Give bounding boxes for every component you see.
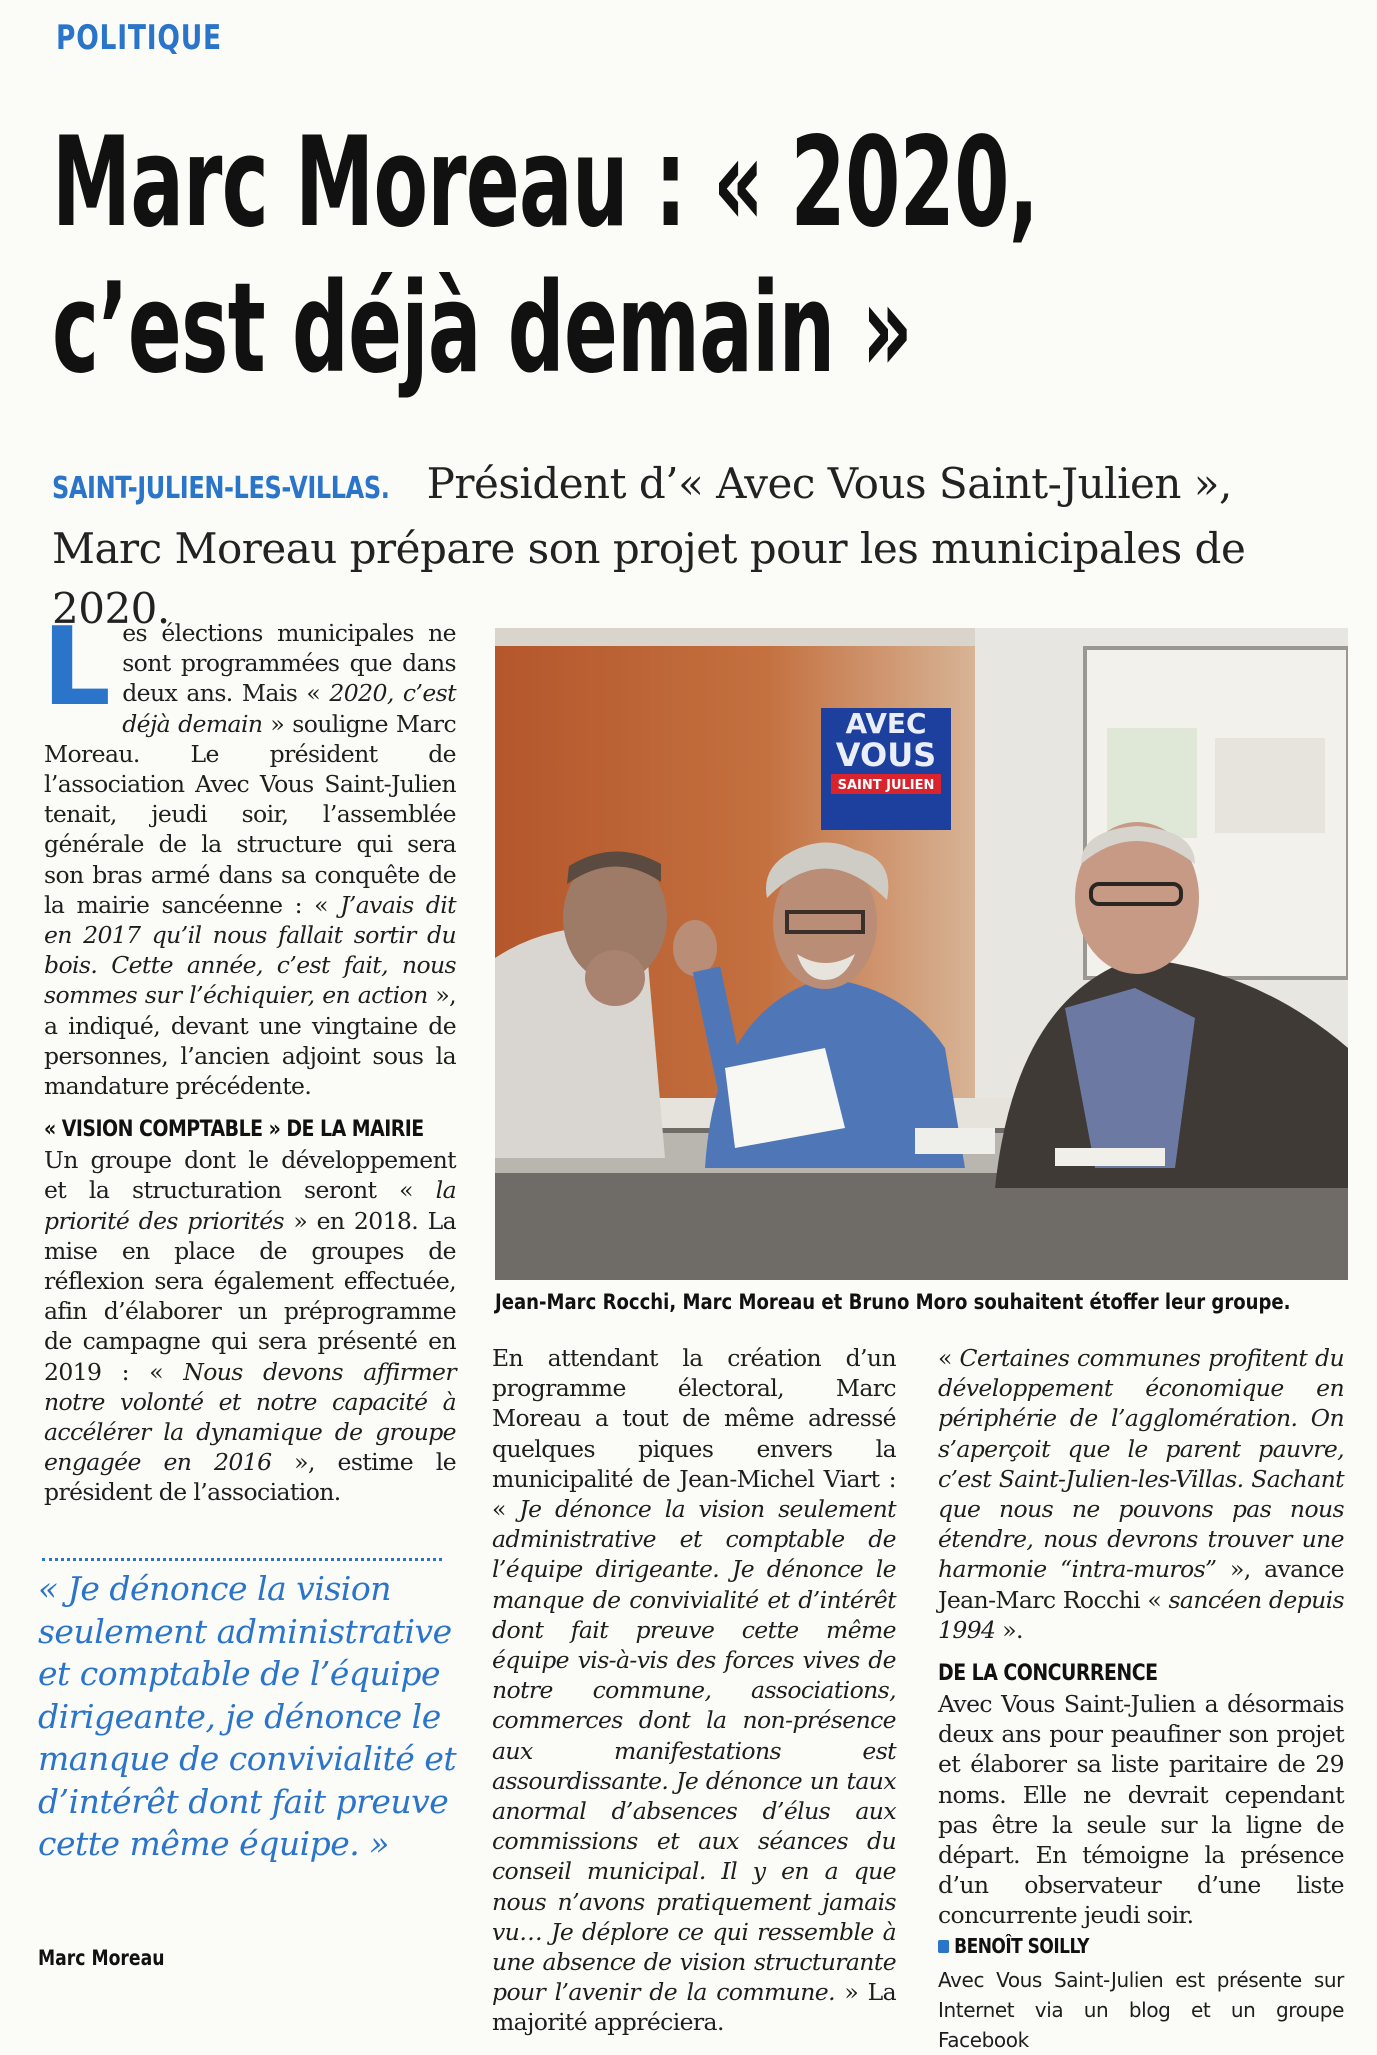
text-run: En attendant la création d’un programme électoral, Marc Moreau a tout de même adressé quelques piques envers la municipalité de Jean-Michel Viart : « [492, 1344, 896, 1524]
text-run: es élections municipales ne sont programmées que dans deux ans. Mais « [122, 619, 456, 708]
quote-run: 2020, c’est déjà demain [122, 679, 456, 738]
intro-paragraph [42, 605, 457, 1101]
text-run: », avance Jean-Marc Rocchi « [938, 1555, 1344, 1614]
text-run: » souligne Marc Moreau. Le président de l’association Avec Vous Saint-Julien tenait, jeudi soir, l’assemblée générale de la structure qui sera son bras armé dans sa conquête de la mairie sancéenne : « [44, 709, 457, 919]
byline-name: BENOÎT SOILLY [954, 1933, 1089, 1958]
text-run: », estime le président de l’association. [44, 1448, 457, 1507]
article-photo [495, 628, 1348, 1280]
pullquote: « Je dénonce la vision seulement administrative et comptable de l’équipe dirigeante, je dénonce le manque de convivialité et d’intérêt dont fait preuve cette même équipe. » [38, 1569, 457, 1863]
lead-place: SAINT-JULIEN-LES-VILLAS. [52, 471, 390, 506]
headline-line-1: Marc Moreau : « 2020, [52, 111, 1039, 255]
paragraph-3 [492, 1343, 896, 2038]
section-label: POLITIQUE [56, 18, 222, 58]
article-column-2 [492, 1343, 896, 2038]
byline-square-icon [938, 1940, 949, 1953]
quote-run: Je dénonce la vision seulement administrative et comptable de l’équipe dirigeante. Je dénonce le manque de convivialité et d’intérêt dont fait preuve cette même équipe vis-à-vis des forces vives de notre commune, associations, commerces dont la non-présence aux manifestations est assourdissante. Je dénonce un taux anormal d’absences d’élus aux commissions et aux séances du conseil municipal. Il y en a que nous n’avons pratiquement jamais vu… Je déplore ce qui ressemble à une absence de vision structurante pour l’avenir de la commune. [492, 1495, 896, 2007]
dropcap: L [42, 605, 111, 730]
byline [938, 1931, 1283, 1961]
lead-paragraph [52, 454, 1342, 639]
paragraph-4 [938, 1343, 1344, 1645]
article-column-1 [42, 605, 457, 1508]
photo-illustration [495, 628, 1348, 1280]
footnote: Avec Vous Saint-Julien est présente sur Internet via un blog et un groupe Facebook [938, 1967, 1344, 2052]
poster [821, 707, 951, 830]
pullquote-author: Marc Moreau [38, 1946, 165, 1970]
text-run: », a indiqué, devant une vingtaine de personnes, l’ancien adjoint sous la mandature précédente. [44, 981, 456, 1101]
article-column-3 [938, 1343, 1344, 2055]
quote-run: Nous devons affirmer notre volonté et notre capacité à accélérer la dynamique de groupe engagée en 2016 [44, 1357, 456, 1477]
text-run: » La majorité appréciera. [492, 1978, 896, 2037]
lead-text: Président d’« Avec Vous Saint-Julien », Marc Moreau prépare son projet pour les municipales de 2020. [52, 459, 1246, 633]
paragraph-5: Avec Vous Saint-Julien a désormais deux ans pour peaufiner son projet et élaborer sa liste paritaire de 29 noms. Elle ne devrait cependant pas être la seule sur la ligne de départ. En témoigne la présence d’un observateur d’une liste concurrente jeudi soir. [938, 1690, 1344, 1930]
subhead-concurrence: DE LA CONCURRENCE [938, 1661, 1158, 1687]
text-run: ». [995, 1615, 1023, 1644]
subhead-vision-comptable: « VISION COMPTABLE » DE LA MAIRIE [44, 1117, 424, 1143]
poster-text-1: AVEC [845, 707, 927, 740]
quote-run: Certaines communes profitent du développement économique en périphérie de l’agglomération. On s’aperçoit que le parent pauvre, c’est Saint-Julien-les-Villas. Sachant que nous ne pouvons pas nous étendre, nous devrons trouver une harmonie “intra-muros” [938, 1344, 1344, 1584]
quote-run: J’avais dit en 2017 qu’il nous fallait sortir du bois. Cette année, c’est fait, nous sommes sur l’échiquier, en action [44, 890, 456, 1010]
quote-run: la priorité des priorités [44, 1176, 456, 1235]
headline-line-2: c’est déjà demain » [52, 257, 913, 401]
text-run: Un groupe dont le développement et la structuration seront « [44, 1146, 456, 1205]
text-run: » en 2018. La mise en place de groupes de réflexion sera également effectuée, afin d’élaborer un préprogramme de campagne qui sera présenté en 2019 : « [44, 1206, 456, 1386]
paragraph-2 [44, 1145, 456, 1507]
photo-caption: Jean-Marc Rocchi, Marc Moreau et Bruno Moro souhaitent étoffer leur groupe. [495, 1290, 1291, 1314]
quote-run: sancéen depuis 1994 [938, 1585, 1344, 1644]
pullquote-divider [42, 1558, 442, 1561]
poster-text-3: SAINT JULIEN [837, 778, 935, 793]
poster-text-2: VOUS [835, 736, 937, 774]
headline [52, 110, 1204, 402]
text-run: « [938, 1344, 960, 1372]
